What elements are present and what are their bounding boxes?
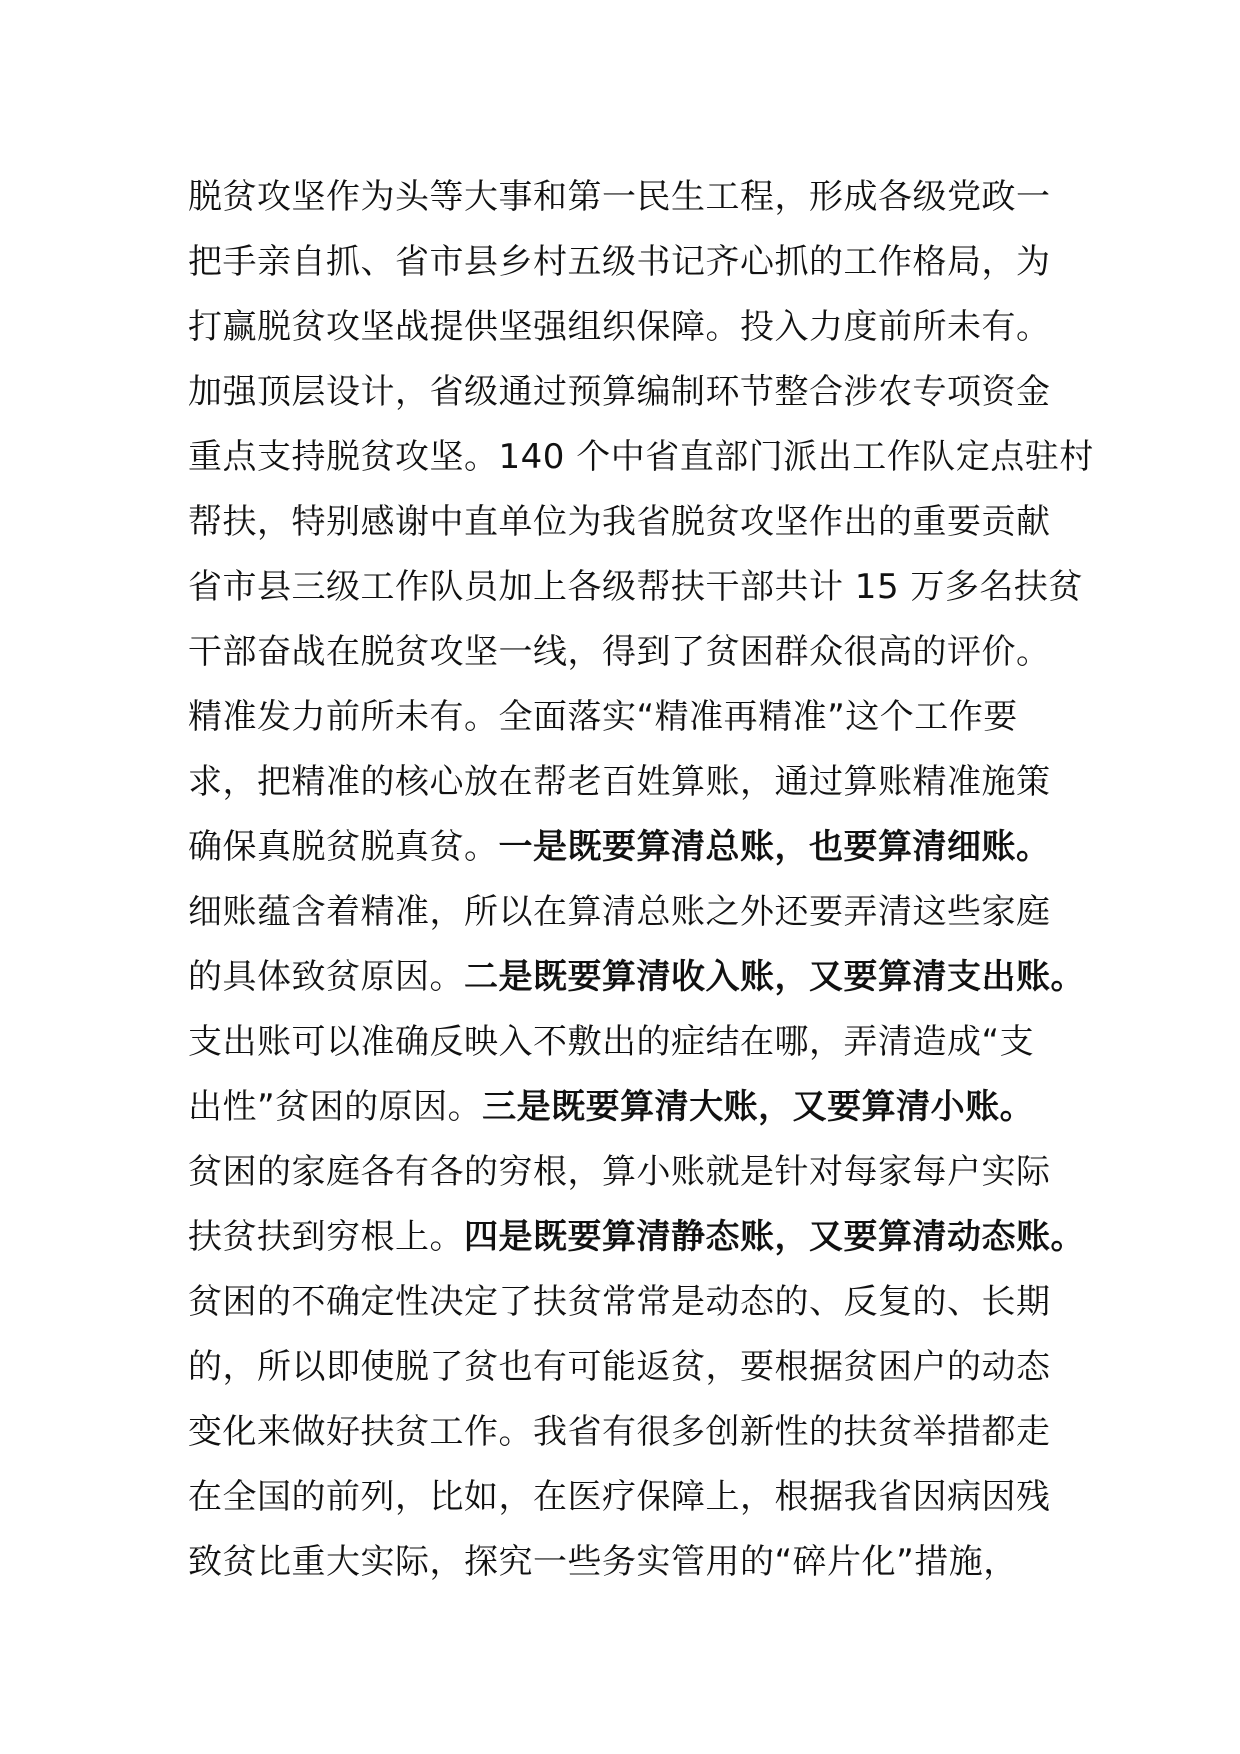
text-line	[188, 1075, 1068, 1140]
text-run: 支出账可以准确反映入不敷出的症结在哪，弄清造成“支	[188, 1022, 1035, 1062]
text-run: 省市县三级工作队员加上各级帮扶干部共计 15 万多名扶贫	[188, 567, 1083, 607]
text-line	[188, 815, 1068, 880]
bold-heading-run: 一是既要算清总账，也要算清细账。	[498, 827, 1051, 867]
text-run: 细账蕴含着精准，所以在算清总账之外还要弄清这些家庭	[188, 892, 1051, 932]
text-run: 脱贫攻坚作为头等大事和第一民生工程，形成各级党政一	[188, 177, 1051, 217]
text-run: 致贫比重大实际，探究一些务实管用的“碎片化”措施，	[188, 1542, 1018, 1582]
text-run: 贫困的家庭各有各的穷根，算小账就是针对每家每户实际	[188, 1152, 1051, 1192]
text-line	[188, 425, 1094, 490]
text-run: 帮扶，特别感谢中直单位为我省脱贫攻坚作出的重要贡献	[188, 502, 1051, 542]
bold-heading-run: 三是既要算清大账，又要算清小账。	[482, 1087, 1035, 1127]
text-line	[188, 1335, 1068, 1400]
text-line	[188, 685, 1068, 750]
text-run: 干部奋战在脱贫攻坚一线，得到了贫困群众很高的评价。	[188, 632, 1051, 672]
text-run: 在全国的前列，比如，在医疗保障上，根据我省因病因残	[188, 1477, 1051, 1517]
text-line	[188, 295, 1068, 360]
body-text	[188, 165, 1094, 1595]
text-line	[188, 1400, 1068, 1465]
text-line	[188, 1465, 1068, 1530]
text-run: 贫困的不确定性决定了扶贫常常是动态的、反复的、长期	[188, 1282, 1051, 1322]
text-run: 重点支持脱贫攻坚。140 个中省直部门派出工作队定点驻村	[188, 437, 1094, 477]
text-line	[188, 945, 1085, 1010]
text-run: 确保真脱贫脱真贫。	[188, 827, 499, 867]
text-line	[188, 1010, 1068, 1075]
text-run: 精准发力前所未有。全面落实“精准再精准”这个工作要	[188, 697, 1018, 737]
text-run: 的具体致贫原因。	[188, 957, 464, 997]
text-run: 扶贫扶到穷根上。	[188, 1217, 464, 1257]
bold-heading-run: 二是既要算清收入账，又要算清支出账。	[464, 957, 1085, 997]
text-line	[188, 880, 1068, 945]
text-run: 打赢脱贫攻坚战提供坚强组织保障。投入力度前所未有。	[188, 307, 1051, 347]
text-run: 的，所以即使脱了贫也有可能返贫，要根据贫困户的动态	[188, 1347, 1051, 1387]
text-run: 变化来做好扶贫工作。我省有很多创新性的扶贫举措都走	[188, 1412, 1051, 1452]
text-run: 出性”贫困的原因。	[188, 1087, 483, 1127]
text-line	[188, 555, 1083, 620]
text-line	[188, 360, 1068, 425]
text-run: 求，把精准的核心放在帮老百姓算账，通过算账精准施策	[188, 762, 1051, 802]
text-line	[188, 750, 1068, 815]
text-line	[188, 1140, 1068, 1205]
text-run: 把手亲自抓、省市县乡村五级书记齐心抓的工作格局，为	[188, 242, 1051, 282]
text-line	[188, 1270, 1068, 1335]
text-line	[188, 620, 1068, 685]
text-run: 加强顶层设计，省级通过预算编制环节整合涉农专项资金	[188, 372, 1051, 412]
text-line	[188, 1205, 1085, 1270]
bold-heading-run: 四是既要算清静态账，又要算清动态账。	[464, 1217, 1085, 1257]
text-line	[188, 1530, 1068, 1595]
text-line	[188, 490, 1068, 555]
text-line	[188, 165, 1068, 230]
text-line	[188, 230, 1068, 295]
